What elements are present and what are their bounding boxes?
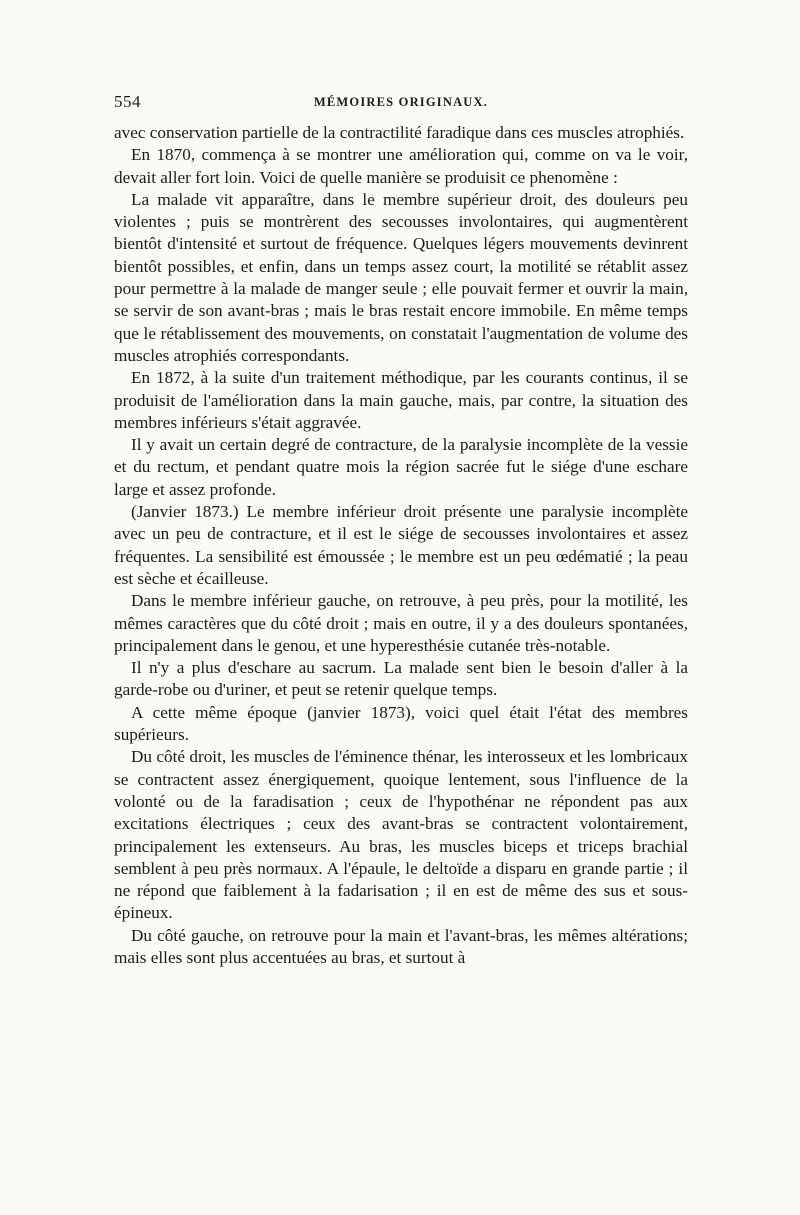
page-number: 554 <box>114 92 141 111</box>
book-page <box>114 92 688 969</box>
paragraph: avec conservation partielle de la contractilité faradique dans ces muscles atrophiés. <box>114 123 685 142</box>
page-header <box>114 92 688 122</box>
paragraph: Il n'y a plus d'eschare au sacrum. La malade sent bien le besoin d'aller à la garde-robe ou d'uriner, et peut se retenir quelque temps. <box>114 658 688 700</box>
paragraph: Du côté droit, les muscles de l'éminence thénar, les interosseux et les lombricaux se contractent assez énergiquement, quoique lentement, sous l'influence de la volonté ou de la faradisation ; ceux de l'hypothénar ne répondent pas aux excitations électriques ; ceux des avant-bras se contractent volontairement, principalement les extenseurs. Au bras, les muscles biceps et triceps brachial semblent à peu près normaux. A l'épaule, le deltoïde a disparu en grande partie ; il ne répond que faiblement à la fadarisation ; il en est de même des sus et sous-épineux. <box>114 747 688 923</box>
paragraph: En 1870, commença à se montrer une amélioration qui, comme on va le voir, devait aller fort loin. Voici de quelle manière se produisit ce phenomène : <box>114 145 688 187</box>
paragraph: En 1872, à la suite d'un traitement méthodique, par les courants continus, il se produisit de l'amélioration dans la main gauche, mais, par contre, la situation des membres inférieurs s'était aggravée. <box>114 368 688 432</box>
paragraph: Dans le membre inférieur gauche, on retrouve, à peu près, pour la motilité, les mêmes caractères que du côté droit ; mais en outre, il y a des douleurs spontanées, principalement dans le genou, et une hyperesthésie cutanée très-notable. <box>114 591 688 655</box>
paragraph: Il y avait un certain degré de contracture, de la paralysie incomplète de la vessie et du rectum, et pendant quatre mois la région sacrée fut le siége d'une eschare large et assez profonde. <box>114 435 688 499</box>
paragraph: (Janvier 1873.) Le membre inférieur droit présente une paralysie incomplète avec un peu de contracture, et il est le siége de secousses involontaires et assez fréquentes. La sensibilité est émoussée ; le membre est un peu œdématié ; la peau est sèche et écailleuse. <box>114 502 688 588</box>
running-title: MÉMOIRES ORIGINAUX. <box>313 95 489 109</box>
paragraph: A cette même époque (janvier 1873), voici quel était l'état des membres supérieurs. <box>114 702 688 745</box>
body-text <box>114 122 688 969</box>
paragraph: Du côté gauche, on retrouve pour la main et l'avant-bras, les mêmes altérations; mais elles sont plus accentuées au bras, et surtout à <box>114 925 688 967</box>
paragraph: La malade vit apparaître, dans le membre supérieur droit, des douleurs peu violentes ; puis se montrèrent des secousses involontaires, qui augmentèrent bientôt d'intensité et surtout de fréquence. Quelques légers mouvements devinrent bientôt possibles, et enfin, dans un temps assez court, la motilité se rétablit assez pour permettre à la malade de manger seule ; elle pouvait fermer et ouvrir la main, se servir de son avant-bras ; mais le bras restait encore immobile. En même temps que le rétablissement des mouvements, on constatait l'augmentation de volume des muscles atrophiés correspondants. <box>114 189 688 365</box>
